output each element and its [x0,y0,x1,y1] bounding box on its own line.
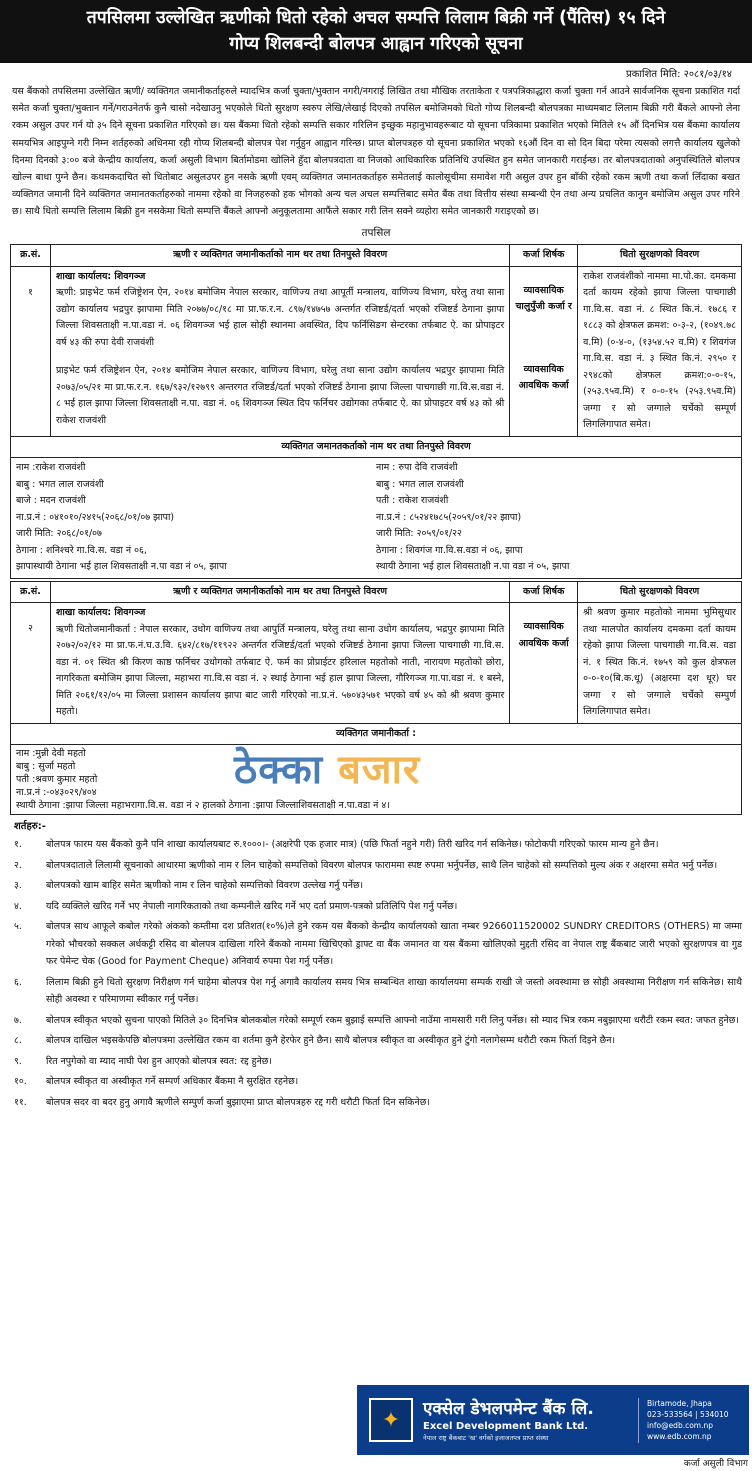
header-collateral: धितो सुरक्षणको विवरण [578,581,742,603]
notice-title-banner [0,0,752,63]
term-item: ११. बोलपत्र सदर वा बदर हुनु अगावै ऋणीले सम्पुर्ण कर्जा बुझाएमा प्राप्त बोलपत्रहरु रद्द गरी धरौटी फिर्ता दिन सकिनेछ। [14,1096,430,1108]
entry2-guarantor-cell: नाम :मुन्नी देवी महतो बाबु : सुर्जा महतो पती :श्रवण कुमार महतो ना.प्र.नं :-०४३०२९/४०४ स्थायी ठेगाना :झापा जिल्ला महाभरागा.वि.स. वडा नं २ हालको ठेगाना :झापा जिल्लाशिवसताक्षी न.पा.वडा नं ४। [11,745,742,815]
term-item: १०. बोलपत्र स्वीकृत वा अस्वीकृत गर्ने सम्पर्ण अधिकार बैंकमा नै सुरक्षित रहनेछ। [14,1076,299,1088]
entry1-guarantor-1: नाम :राकेश राजवंशी बाबु : भगत लाल राजवंशी बाजे : मदन राजवंशी ना.प्र.नं : ०४१०१०/२४१५(२०६८/०१/०७ झापा) जारी मिति: २०६८/०१/०७ ठेगाना : शनिश्चरे गा.वि.स. वडा नं ०६, झापास्थायी ठेगाना भई हाल शिवसताक्षी न.पा वडा नं ०५, झापा [16,462,227,573]
term-item: ९. रित नपुगेको वा म्याद नाघी पेश हुन आएको बोलपत्र स्वत: रद्द हुनेछ। [14,1055,272,1067]
entry2-borrower: ऋणी धितोजमानीकर्ता : नेपाल सरकार, उधोग वाणिज्य तथा आपुर्ति मन्त्रालय, घरेलु तथा साना उधोग कार्यालय, भद्रपुर झापामा मिति २०७२/०२/१२ मा प्रा.फ.नं.घ.उ.वि. ६४२/८१७/११९२२ अन्तर्गत रजिष्टर्ड/दर्ता भएको रजिष्टर्ड ठेगाना झापा जिल्ला पाचगाछी गा.वि.स. वडा नं. ०१ स्थित श्री किरण काष्ठ फर्निचर उधोगको तर्फबाट ऐ. फर्म का प्रोप्राईटर हरिलाल महतोको नाती, नारायण महतोको छोरा, नागरिकता बमोजिम झापा जिल्ला, महाभरा गा.वि.स वडा नं. २ स्थाई ठेगाना भई हाल झापा जिल्ला, गौरिगञ्ज गा.पा.वडा नं. १ बस्ने, मिति २०६१/१२/०५ मा जिल्ला प्रशासन कार्यालय झापा बाट जारी गरिएको ना.प्र.नं. ५७०४३५७१ भएको वर्ष ४५ को श्री श्रवण कुमार महतो। [55,623,505,718]
header-borrower: ऋणी र व्यक्तिगत जमानीकर्ताको नाम थर तथा तिनपुस्ते विवरण [50,245,509,267]
department-label: कर्जा असुली विभाग [683,1459,748,1469]
term-item: ६. लिलाम बिक्री हुने धितो सुरक्षण निरीक्षण गर्न चाहेमा बोलपत्र पेश गर्नु अगावै कार्यालय समय भित्र सम्बन्धित शाखा कार्यालयमा सम्पर्क राखी जे जस्तो अवस्थामा छ सोही अवस्थामा निरीक्षण गर्न सकिनेछ। साथै सोही अवस्था र परिमाणमा स्वीकार गर्नु पर्नेछ। [14,976,742,1006]
table-header-row [11,581,742,603]
header-loan: कर्जा शिर्षक [510,581,578,603]
entry1-guarantor-cell [11,458,742,579]
bank-footer [357,1385,749,1455]
term-item: ३. बोलपत्रको खाम बाहिर समेत ऋणीको नाम र लिन चाहेको सम्पत्तिको विवरण उल्लेख गर्नु पर्नेछ। [14,880,364,892]
term-item: ५. बोलपत्र साथ आफूले कबोल गरेको अंकको कम्तीमा दश प्रतिशत(१०%)ले हुने रकम यस बैंकको केन्द्रीय कार्यालयको खाता नम्बर 9266011520002 SUNDRY CREDITORS (OTHERS) मा जम्मा गरेको भौचरको सक्कल अर्धकट्टी रसिद वा बोलपत्र दाखिला गरिने बैंकको नाममा खिचिएको ड्राफ्ट वा बैंक जमानत वा यस बैंकमा खोलिएको मुद्दती रसिद वा नेपाल राष्ट्र बैंकबाट जारी भएको सुरक्षणपत्र वा गुड फर पेमेन्ट चेक (Good for Payment Cheque) अनिवार्य रुपमा पेश गर्नु पर्नेछ। [14,921,742,968]
notice-title-line1: तपसिलमा उल्लेखित ऋणीको धितो रहेको अचल सम्पत्ति लिलाम बिक्री गर्ने (पैंतिस) १५ दिने [86,8,666,28]
terms-title: शर्तहरु:- [14,821,46,833]
entry2-guarantor-heading: व्यक्तिगत जमानीकर्ता : [11,723,742,745]
bank-email: info@edb.com.np [647,1421,714,1430]
table-row [11,266,742,436]
header-sn: क्र.सं. [11,245,51,267]
bank-website: www.edb.com.np [647,1432,712,1441]
intro-paragraph: यस बैंकको तपसिलमा उल्लेखित ऋणी/ व्यक्तिगत जमानीकर्ताहरुले म्यादभित्र कर्जा चुक्ता/भुक्तान नगरी/नगराई लिखित तथा मौखिक तरताकेता र पत्रपत्रिकाद्धारा कर्जा चुक्ता गर्न आउने सार्वजनिक सूचना प्रकाशित गर्दा समेत कर्जा चुक्ता/भुक्तान गर्ने/गराउनेतर्फ कुनै चासो नदेखाउनु भएकोले धितो सुरक्षण स्वरुप लेखि/लेखाई दिएको तपसिल बमोजिमको धितो गोप्य शिलबन्दी बोलपत्रका माध्यमबाट लिलाम बिक्री गरी बैंकले आफ्नो लेना रकम असुल उपर गर्न यो ३५ दिने सूचना प्रकाशित गरिएको छ। यस बैंकमा धितो रहेको सम्पत्ति सकार गरिलिन इच्छुक महानुभावहरूबाट यो सूचना पत्रिकामा प्रकाशित भएको मितिले १५ औं दिनभित्र यस बैंकमा कार्यालय समयभित्र आइपुग्ने गरी निम्न शर्तहरुको अधिनमा रही गोप्य शिलबन्दी बोलपत्र पेश गर्नुहुन आह्वान गरिन्छ। प्राप्त बोलपत्रहरु यो सूचना प्रकाशित भएको १६औं दिन वा सो दिन बिदा परेमा त्यसको लगत्तै कार्यालय खुलेको दिनमा दिनको ३:०० बजे केन्द्रीय कार्यालय, कर्जा असुली विभाग बिर्तामोडमा खोलिने हुँदा बोलपत्रदाता वा निजको आधिकारिक प्रतिनिधि उपस्थित हुन समेत जानकारी गराईन्छ। तर बोलपत्रदाताको अनुपस्थितिले बोलपत्र खोल्न बाधा पुग्ने छैन। कथमकदाचित सो धितोबाट असुलउपर हुन नसके ऋणी एवम् व्यक्तिगत जमानतकर्ताहरु समेतलाई कालोसूचीमा समावेश गरी असुल उपर हुन बाँकी रहेको रकम ऋणी तथा कर्जा लिँदाका बखत व्यक्तिगत जमानी दिने व्यक्तिगत जमानतकर्ताहरुको नाममा रहेको वा निजहरुको हक भोगको अन्य चल अचल सम्पत्तिबाट समेत बैंक तथा वित्तीय संस्था सम्बन्धी ऐन तथा अन्य प्रचलित कानुन बमोजिम असुल उपर गरिने छ। साथै धितो सम्पत्ति लिलाम बिक्री हुन नसकेमा धितो सम्पत्ति बैंकले आफ्नो अनुकूलतामा आफैंले सकार गरी लिन सक्ने व्यहोरा समेत जानकारी गराइएको छ। [12,86,740,218]
bank-name-np: एक्सेल डेभलपमेन्ट बैंक लि. [423,1398,594,1419]
bank-name-block [423,1398,639,1443]
bank-logo-icon: ✦ [369,1398,413,1442]
term-item: ७. बोलपत्र स्वीकृत भएको सुचना पाएको मितिले ३० दिनभित्र बोलकबोल गरेको सम्पूर्ण रकम बुझाई सम्पत्ति आफ्नो नाउँमा नामसारी गरी लिनु पर्नेछ। सो म्याद भित्र रकम नबुझाएमा धरौटी रकम स्वत: जफत हुनेछ। [14,1014,739,1026]
entry1-guarantor-row [11,458,742,579]
notice-title-line2: गोप्य शिलबन्दी बोलपत्र आह्वान गरिएको सूचना [229,34,523,54]
entry1-guarantor-2: नाम : रुपा देवि राजवंशी बाबु : भगत लाल राजवंशी पती : राकेश राजवंशी ना.प्र.नं : ८५२४१७८५(२०५९/०१/२२ झापा) जारी मिति: २०५९/०१/२२ ठेगाना : शिवगंज गा.वि.स.वडा नं ०६, झापा स्थायी ठेगाना भई हाल शिवसताक्षी न.पा वडा नं ०५, झापा [376,462,570,573]
tapsil-heading: तपसिल [361,226,391,239]
entry2-sn: २ [11,603,51,724]
entry2-guarantor-heading-row [11,723,742,745]
entry2-loan: व्यावसायिक आवधिक कर्जा [510,603,578,724]
entry1-loan-cell [510,266,578,436]
entry1-branch: शाखा कार्यालय: शिवगञ्ज [55,270,146,282]
term-item: २. बोलपत्रदाताले लिलामी सूचनाको आधारमा ऋणीको नाम र लिन चाहेको सम्पत्तिको विवरण बोलपत्र फाराममा स्पष्ट रुपमा भर्नुपर्नेछ, साथै लिन चाहेको सो सम्पत्तिको मुल्य अंक र अक्षरमा समेत भर्नु पर्नेछ। [14,859,718,871]
term-item: ४. यदि व्यक्तिले खरिद गर्ने भए नेपाली नागरिकताको तथा कम्पनीले खरिद गर्ने भए दर्ता प्रमाण-पत्रको प्रतिलिपि पेश गर्नु पर्नेछ। [14,900,458,912]
entry1-collateral: राकेश राजवंशीको नाममा मा.पो.का. दमकमा दर्ता कायम रहेको झापा जिल्ला पाचगाछी गा.वि.स. वडा नं. ८ स्थित कि.नं. १७८६ र १८८३ को क्षेत्रफल क्रमश: ०-३-२, (१०४९.७८ व.मि) (०-४-०, (१३५४.५२ व.मि) र शिवगंज गा.वि.स. वडा नं. ३ स्थित कि.नं. २९५० र २९४८को क्षेत्रफल क्रमश:०-०-१५, (२५३.९५व.मि) र ०-०-१५ (२५३.९५व.मि) जग्गा र सो जग्गाले चर्चेको सम्पूर्ण लिगलिगापात समेत। [578,266,742,436]
term-item: १. बोलपत्र फारम यस बैंकको कुनै पनि शाखा कार्यालयबाट रु.१०००।- (अक्षरेपी एक हजार मात्र) (पछि फिर्ता नहुने गरी) तिरी खरिद गर्न सकिनेछ। फोटोकपी गरिएको फारम मान्य हुने छैन। [14,839,659,851]
entry2-borrower-cell [50,603,509,724]
table-row [11,603,742,724]
entry1-borrower-cell [50,266,509,436]
entry2-branch: शाखा कार्यालय: शिवगञ्ज [55,607,146,619]
header-borrower: ऋणी र व्यक्तिगत जमानीकर्ताको नाम थर तथा तिनपुस्ते विवरण [50,581,509,603]
term-item: ८. बोलपत्र दाखिल भइसकेपछि बोलपत्रमा उल्लेखित रकम वा शर्तमा कुनै हेरफेर हुने छैन। साथै बोलपत्र स्वीकृत वा अस्वीकृत हुने टुंगो नलागेसम्म धरौटी रकम फिर्ता दिइने छैन। [14,1035,616,1047]
entry1-borrower-b: प्राइभेट फर्म रजिष्ट्रेशन ऐन, २०१४ बमोजिम नेपाल सरकार, वाणिज्य विभाग, घरेलु तथा साना उद्योग कार्यालय भद्रपुर झापामा मिति २०७३/०५/२१ मा प्रा.फ.र.न. १६७/९३२/१२७९९ अन्तरगत रजिष्टर्ड/दर्ता भएको रजिष्टर्ड ठेगाना झापा जिल्ला पाचगाछी गा.वि.स.वडा नं. ८ भई हाल झापा जिल्ला शिवसताक्षी न.पा. वडा नं. ०६ शिवगञ्ज स्थित दिप फर्निचर उद्योगका तर्फबाट ऐ. का प्रोपाइटर वर्ष ४३ को श्री राकेश राजवंशी [55,365,505,426]
published-date: प्रकाशित मिति: २०८१/०३/१४ [626,69,732,80]
terms-section [0,815,752,1111]
header-collateral: धितो सुरक्षणको विवरण [578,245,742,267]
entry1-loan-b: व्यावसायिक आवधिक कर्जा [518,363,569,392]
bank-address: Birtamode, Jhapa [647,1399,712,1408]
entry1-borrower-a: ऋणी: प्राइभेट फर्म रजिष्ट्रेशन ऐन, २०१४ बमोजिम नेपाल सरकार, वाणिज्य तथा आपूर्ती मन्त्रालय, वाणिज्य विभाग, घरेलु तथा साना उद्योग कार्यालय भद्रपुर झापामा मिति २०७७/०८/१८ मा प्रा.फ.र.न. ८९७/१४७५७ अन्तर्गत रजिष्टर्ड/दर्ता भएको रजिष्टर्ड ठेगाना झापा जिल्ला शिवसताक्षी न.पा.वडा नं. ०६ शिवगञ्ज भई हाल सोही स्थानमा अवस्थित, दिप फर्निसिङग सेन्टरका तर्फबाट ऐ. का प्रोपाइटर वर्ष ४३ की रुपा देवी राजवंशी [55,287,505,348]
entry1-table [10,244,742,579]
table-header-row [11,245,742,267]
entry1-sn: १ [11,266,51,436]
entry1-guarantor-heading: व्यक्तिगत जमानतकर्ताको नाम थर तथा तिनपुस्ते विवरण [11,436,742,458]
bank-phone: 023-533564 | 534010 [647,1410,729,1419]
bank-tagline: नेपाल राष्ट्र बैंकबाट 'ख' वर्गको इजाजतपत्र प्राप्त संस्था [423,1433,549,1442]
entry1-loan-a: व्यावसायिक चालुपुँजी कर्जा र [515,284,572,313]
header-loan: कर्जा शिर्षक [510,245,578,267]
entry1-guarantor-heading-row [11,436,742,458]
header-sn: क्र.सं. [11,581,51,603]
bank-name-en: Excel Development Bank Ltd. [423,1420,589,1432]
watermark-logo: ठेक्का बजार [234,747,421,793]
entry2-collateral: श्री श्रवण कुमार महतोको नाममा भुमिसुधार तथा मालपोत कार्यालय दमकमा दर्ता कायम रहेको झापा जिल्ला पाचगाछी गा.वि.स. वडा नं. १ स्थित कि.नं. १७५९ को कुल क्षेत्रफल ०-०-१०(बि.क.धू) (अक्षरमा दश धूर) घर जग्गा र सो जग्गाले चर्चेको सम्पुर्ण लिगलिगापात समेत। [578,603,742,724]
bank-contact [639,1398,749,1442]
